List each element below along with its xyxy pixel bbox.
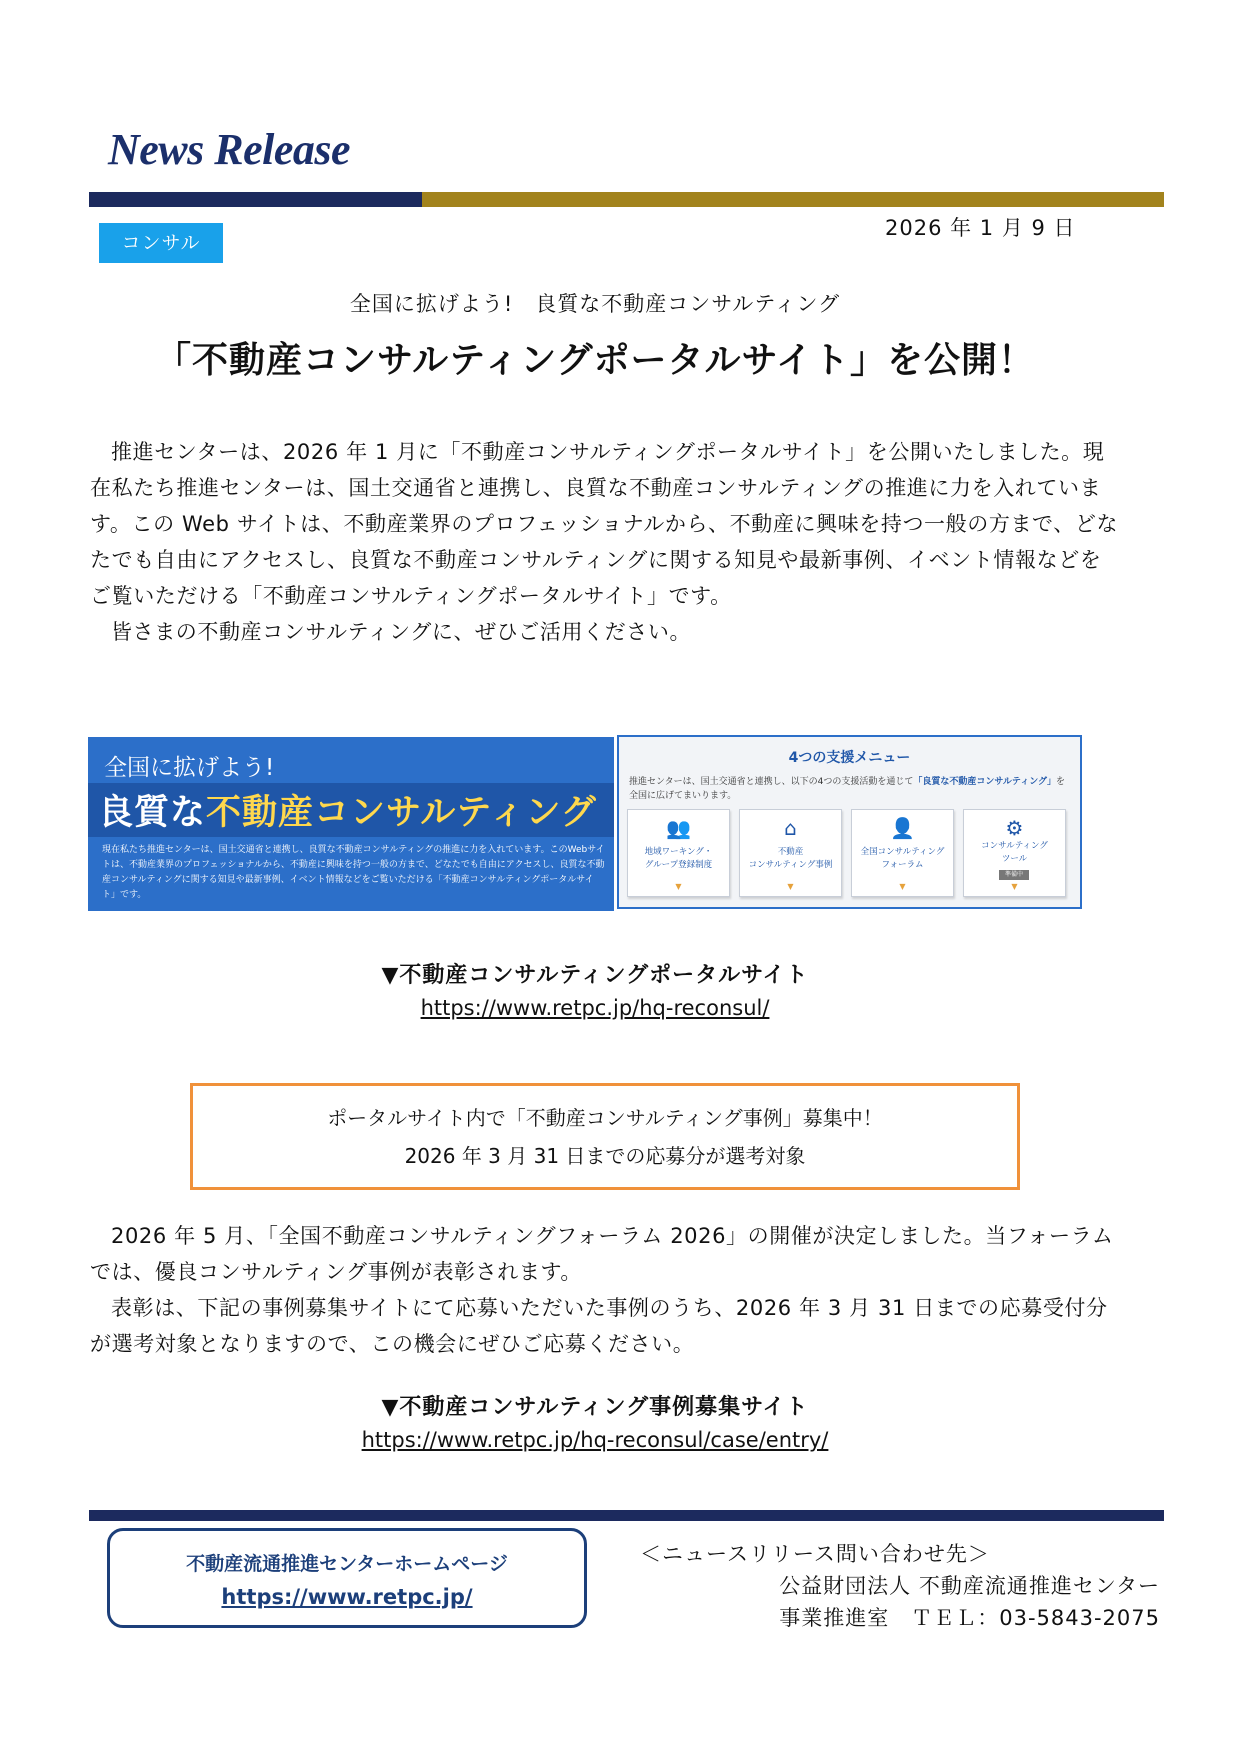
card-line1: 地域ワーキング・ — [644, 847, 713, 857]
forum-paragraph-1: 2026 年 5 月、「全国不動産コンサルティングフォーラム 2026」の開催が決定しました。当フォーラムでは、優良コンサルティング事例が表彰されます。 — [90, 1224, 1114, 1284]
forum-paragraph-2: 表彰は、下記の事例募集サイトにて応募いただいた事例のうち、2026 年 3 月 31 日までの応募受付分が選考対象となりますので、この機会にぜひご応募ください。 — [90, 1296, 1108, 1356]
menu-intro-pre: 推進センターは、国土交通省と連携し、以下の4つの支援活動を通じて — [629, 777, 914, 787]
house-search-icon: ⌂ — [784, 816, 797, 840]
menu-card-tools — [963, 809, 1066, 897]
portal-banner-left — [88, 737, 614, 911]
intro-paragraph-2: 皆さまの不動産コンサルティングに、ぜひご活用ください。 — [111, 620, 692, 644]
card-line2: コンサルティング事例 — [748, 860, 833, 870]
contact-heading: ＜ニュースリリース問い合わせ先＞ — [640, 1542, 990, 1566]
headline-subtitle: 全国に拡げよう! 良質な不動産コンサルティング — [349, 292, 841, 316]
menu-card-label — [628, 846, 729, 872]
homepage-url-link[interactable]: https://www.retpc.jp/ — [221, 1585, 473, 1609]
release-date: 2026 年 1 月 9 日 — [885, 216, 1076, 240]
card-line1: 不動産 — [777, 847, 804, 857]
banner-body-text: 現在私たち推進センターは、国土交通省と連携し、良質な不動産コンサルティングの推進に力を入れています。このWebサイトは、不動産業界のプロフェッショナルから、不動産に興味を持つ一般の方まで、どなたでも自由にアクセスし、良質な不動産コンサルティングに関する知見や最新事例、イベント情報などをご覧いただける「不動産コンサルティングポータルサイト」です。 — [102, 845, 605, 900]
forum-icon: 👤 — [890, 816, 915, 840]
chevron-down-icon: ▼ — [787, 882, 794, 891]
support-menu-title: 4つの支援メニュー — [788, 750, 911, 766]
people-group-icon: 👥 — [666, 816, 691, 840]
header-bar-navy — [89, 192, 422, 207]
intro-text — [90, 434, 1120, 650]
header-bar-gold — [422, 192, 1164, 207]
notice-line-1: ポータルサイト内で「不動産コンサルティング事例」募集中！ — [327, 1106, 883, 1130]
menu-card-forum — [851, 809, 954, 897]
support-menu-intro — [629, 775, 1069, 803]
homepage-title: 不動産流通推進センターホームページ — [186, 1553, 508, 1575]
menu-intro-post: を全国に広げてまいります。 — [629, 777, 1066, 801]
news-release-logo: News Release — [108, 125, 351, 174]
coming-soon-badge: 準備中 — [999, 870, 1029, 880]
category-badge: コンサル — [99, 223, 223, 263]
case-entry-link-url — [0, 1428, 1190, 1452]
portal-link-url — [0, 996, 1190, 1020]
footer-bar — [89, 1510, 1164, 1521]
contact-phone: 事業推進室 ＴＥＬ：03-5843-2075 — [779, 1606, 1160, 1630]
case-entry-url-link[interactable]: https://www.retpc.jp/hq-reconsul/case/entry/ — [361, 1428, 829, 1452]
chevron-down-icon: ▼ — [1011, 882, 1018, 891]
banner-headline — [98, 785, 597, 835]
case-entry-link-heading: ▼不動産コンサルティング事例募集サイト — [381, 1395, 809, 1420]
menu-card-working-group — [627, 809, 730, 897]
portal-url-link[interactable]: https://www.retpc.jp/hq-reconsul/ — [420, 996, 770, 1020]
card-line1: 全国コンサルティング — [860, 847, 945, 857]
banner-headline-pre: 良質な — [98, 793, 207, 833]
menu-card-label — [852, 846, 953, 872]
menu-card-label — [740, 846, 841, 872]
portal-link-heading: ▼不動産コンサルティングポータルサイト — [381, 963, 809, 988]
gear-icon: ⚙ — [1005, 816, 1024, 840]
menu-intro-highlight: 「良質な不動産コンサルティング」 — [913, 777, 1057, 787]
card-line2: ツール — [1001, 854, 1028, 864]
notice-line-2: 2026 年 3 月 31 日までの応募分が選考対象 — [404, 1144, 806, 1168]
banner-catchphrase: 全国に拡げよう! — [104, 755, 275, 781]
menu-card-label — [964, 840, 1065, 866]
headline-title: 「不動産コンサルティングポータルサイト」を公開！ — [154, 340, 1036, 381]
card-line2: グループ登録制度 — [644, 860, 713, 870]
support-menu-panel — [617, 735, 1082, 909]
contact-organization: 公益財団法人 不動産流通推進センター — [779, 1574, 1160, 1598]
chevron-down-icon: ▼ — [899, 882, 906, 891]
card-line2: フォーラム — [881, 860, 924, 870]
chevron-down-icon: ▼ — [675, 882, 682, 891]
card-line1: コンサルティング — [981, 841, 1048, 851]
forum-text — [90, 1218, 1120, 1362]
menu-card-case-study — [739, 809, 842, 897]
intro-paragraph-1: 推進センターは、2026 年 1 月に「不動産コンサルティングポータルサイト」を公開いたしました。現在私たち推進センターは、国土交通省と連携し、良質な不動産コンサルティングの推進に力を入れています。この Web サイトは、不動産業界のプロフェッショナルから、不動産に興味を持つ一般の方まで、どなたでも自由にアクセスし、良質な不動産コンサルティングに関する知見や最新事例、イベント情報などをご覧いただける「不動産コンサルティングポータルサイト」です。 — [90, 440, 1119, 608]
banner-headline-highlight: 不動産コンサルティング — [206, 793, 597, 833]
case-recruitment-notice — [190, 1083, 1020, 1190]
